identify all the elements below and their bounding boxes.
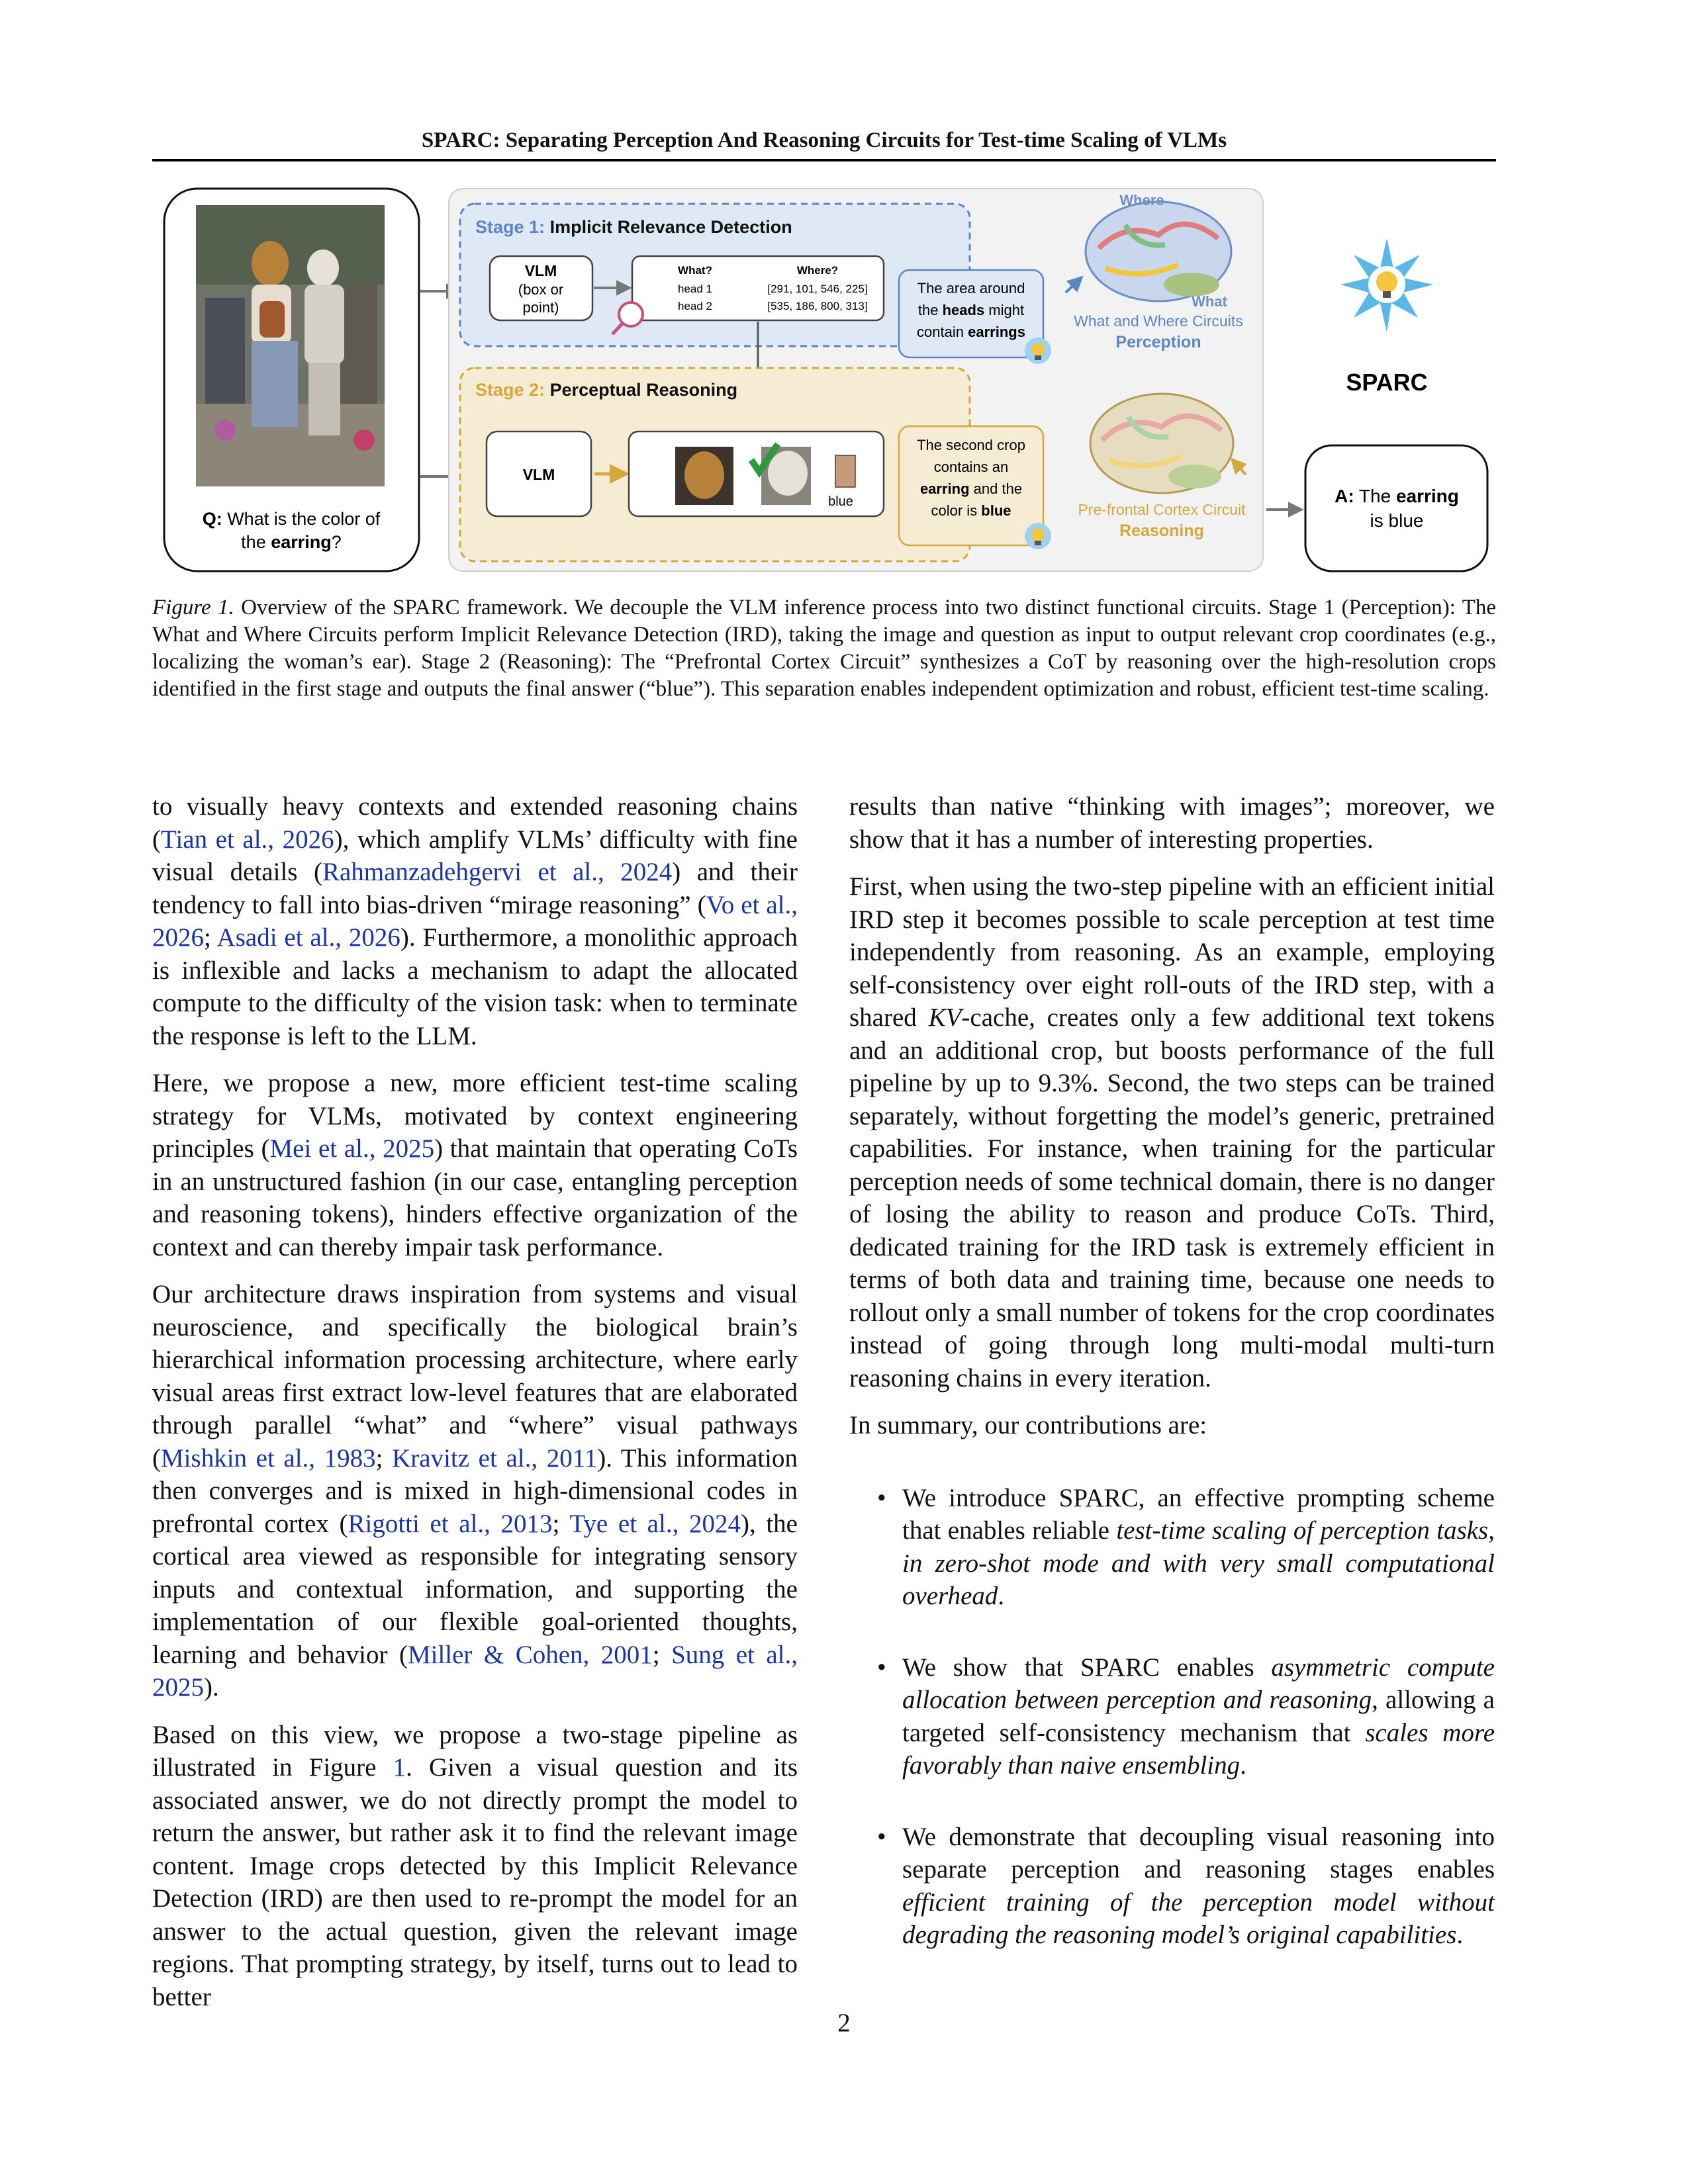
math-kv: KV bbox=[928, 1003, 962, 1032]
question-line-1: Q: What is the color of bbox=[202, 509, 381, 529]
table-header-what: What? bbox=[678, 264, 712, 277]
contributions-list bbox=[849, 1482, 1495, 1952]
figure-caption bbox=[152, 594, 1496, 703]
left-column bbox=[152, 790, 798, 2028]
vlm2-label: VLM bbox=[522, 466, 555, 483]
thought1-line3: contain earrings bbox=[917, 324, 1025, 340]
header-rule bbox=[152, 159, 1496, 161]
citation-link[interactable]: Asadi et al., 2026 bbox=[216, 923, 400, 952]
brain-perception-icon bbox=[1086, 202, 1231, 301]
vlm1-sub2: point) bbox=[522, 299, 559, 316]
answer-line1: A: The earring bbox=[1335, 486, 1459, 506]
citation-link[interactable]: Rahmanzadehgervi et al., 2024 bbox=[322, 858, 673, 886]
thought1-line2: the heads might bbox=[917, 302, 1025, 318]
question-line-2: the earring? bbox=[241, 532, 342, 552]
figure-ref-link[interactable]: 1 bbox=[393, 1753, 406, 1782]
citation-link[interactable]: Kravitz et al., 2011 bbox=[392, 1443, 598, 1473]
paragraph: results than native “thinking with images”; moreover, we show that it has a number of interesting properties. bbox=[849, 792, 1495, 854]
paragraph: Based on this view, we propose a two-stage pipeline as illustrated in Figure 1. Given a visual question and its associated answer, we do not directly prompt the model to return the answer, but rather ask it to find the relevant image content. Image crops detected by this Implicit Relevance Detection (IRD) are then used to re-prompt the model for an answer to the actual question, given the relevant image regions. That prompting strategy, by itself, turns out to lead to better bbox=[152, 1720, 798, 2011]
photo-street-scene bbox=[196, 205, 385, 486]
table-row-coords: [535, 186, 800, 313] bbox=[767, 300, 868, 312]
figure-1 bbox=[152, 185, 1496, 582]
crop-label: blue bbox=[828, 494, 853, 509]
caption-text: Overview of the SPARC framework. We decouple the VLM inference process into two distinct functional circuits. Stage 1 (Perception): The What and Where Circuits perform Implicit Relevance Detection (IRD), taking the image and question as input to output relevant crop coordinates (e.g., localizing the woman’s ear). Stage 2 (Reasoning): The “Prefrontal Cortex Circuit” synthesizes a CoT by reasoning over the high-resolution crops identified in the first stage and outputs the final answer (“blue”). This separation enables independent optimization and robust, efficient test-time scaling. bbox=[152, 596, 1497, 701]
citation-link[interactable]: Vo et al., 2026 bbox=[152, 890, 798, 952]
citation-link[interactable]: Mei et al., 2025 bbox=[269, 1134, 435, 1163]
vlm1-sub1: (box or bbox=[518, 281, 564, 298]
paragraph: Our architecture draws inspiration from systems and visual neuroscience, and specifically the biological brain’s hierarchical information processing architecture, where early visual areas first extract low-level features that are elaborated through parallel “what” and “where” visual pathways (Mishkin et al., 1983; Kravitz et al., 2011). This information then converges and is mixed in high-dimensional codes in prefrontal cortex (Rigotti et al., 2013; Tye et al., 2024), the cortical area viewed as responsible for integrating sensory inputs and contextual information, and supporting the implementation of our flexible goal-oriented thoughts, learning and behavior (Miller & Cohen, 2001; Sung et al., 2025). bbox=[152, 1280, 798, 1702]
citation-link[interactable]: Tye et al., 2024 bbox=[569, 1509, 741, 1538]
answer-box bbox=[1305, 445, 1487, 571]
table-row-head: head 2 bbox=[678, 300, 712, 312]
lightbulb-icon bbox=[1025, 523, 1051, 549]
stage1-title: Stage 1: Implicit Relevance Detection bbox=[475, 217, 792, 237]
paragraph: In summary, our contributions are: bbox=[849, 1411, 1207, 1439]
right-column bbox=[849, 790, 1495, 1990]
list-item: • We show that SPARC enables asymmetric compute allocation between perception and reasoning, allowing a targeted self-consistency mechanism that scales more favorably than naive ensembling. bbox=[877, 1653, 1495, 1780]
citation-link[interactable]: Miller & Cohen, 2001 bbox=[407, 1640, 653, 1669]
paragraph: First, when using the two-step pipeline with an efficient initial IRD step it becomes possible to scale perception at test time independently from reasoning. As an example, employing self-consistency over eight roll-outs of the IRD step, with a shared KV-cache, creates only a few additional text tokens and an additional crop, but boosts performance of the full pipeline by up to 9.3%. Second, the two steps can be trained separately, without forgetting the model’s generic, pretrained capabilities. For instance, when training for the particular perception needs of some technical domain, there is no danger of losing the ability to reason and produce CoTs. Third, dedicated training for the IRD task is extremely efficient in terms of both data and training time, because one needs to rollout only a small number of tokens for the crop coordinates instead of going through long multi-modal multi-turn reasoning chains in every iteration. bbox=[849, 872, 1495, 1392]
page-number: 2 bbox=[837, 2009, 851, 2037]
running-title: SPARC: Separating Perception And Reasoning Circuits for Test-time Scaling of VLMs bbox=[421, 128, 1227, 152]
what-label: What bbox=[1192, 293, 1227, 310]
stage2-title: Stage 2: Perceptual Reasoning bbox=[475, 380, 738, 400]
figure-diagram bbox=[152, 185, 1496, 582]
sparc-logo-icon bbox=[1340, 238, 1433, 332]
where-label: Where bbox=[1119, 192, 1164, 208]
table-row-head: head 1 bbox=[678, 283, 712, 295]
sparc-label: SPARC bbox=[1346, 369, 1428, 396]
lightbulb-icon bbox=[1025, 338, 1051, 364]
perception-line1: What and Where Circuits bbox=[1074, 312, 1243, 330]
thought2-line3: earring and the bbox=[919, 480, 1023, 497]
crop-image-1 bbox=[675, 447, 733, 505]
citation-link[interactable]: Sung et al., 2025 bbox=[152, 1640, 798, 1702]
perception-line2: Perception bbox=[1115, 333, 1201, 351]
caption-label: Figure 1. bbox=[152, 596, 234, 619]
list-item: • We demonstrate that decoupling visual reasoning into separate perception and reasoning stages enables efficient training of the perception model without degrading the reasoning model’s original capabilities. bbox=[877, 1822, 1495, 1949]
citation-link[interactable]: Rigotti et al., 2013 bbox=[348, 1509, 553, 1538]
crop-image-3 bbox=[835, 455, 855, 487]
thought2-line2: contains an bbox=[933, 459, 1009, 475]
thought1-line1: The area around bbox=[917, 280, 1025, 296]
paragraph: Here, we propose a new, more efficient test-time scaling strategy for VLMs, motivated by context engineering principles (Mei et al., 2025) that maintain that operating CoTs in an unstructured fashion (in our case, entangling perception and reasoning tokens), hinders effective organization of the context and can thereby impair task performance. bbox=[152, 1069, 798, 1261]
table-header-where: Where? bbox=[796, 264, 839, 277]
brain-reasoning-icon bbox=[1090, 394, 1233, 493]
citation-link[interactable]: Tian et al., 2026 bbox=[161, 825, 334, 854]
citation-link[interactable]: Mishkin et al., 1983 bbox=[161, 1443, 376, 1473]
answer-line2: is blue bbox=[1370, 510, 1424, 531]
reasoning-line1: Pre-frontal Cortex Circuit bbox=[1078, 501, 1246, 518]
table-row-coords: [291, 101, 546, 225] bbox=[767, 283, 868, 295]
paragraph: to visually heavy contexts and extended reasoning chains (Tian et al., 2026), which amplify VLMs’ difficulty with fine visual details (Rahmanzadehgervi et al., 2024) and their tendency to fall into bias-driven “mirage reasoning” (Vo et al., 2026; Asadi et al., 2026). Furthermore, a monolithic approach is inflexible and lacks a mechanism to adapt the allocated compute to the difficulty of the vision task: when to terminate the response is left to the LLM. bbox=[152, 792, 798, 1050]
reasoning-line2: Reasoning bbox=[1119, 522, 1204, 540]
thought2-line4: color is blue bbox=[931, 502, 1011, 519]
vlm1-label: VLM bbox=[524, 262, 557, 279]
thought2-line1: The second crop bbox=[917, 437, 1025, 453]
list-item: • We introduce SPARC, an effective prompting scheme that enables reliable test-time scaling of perception tasks, in zero-shot mode and with very small computational overhead. bbox=[877, 1483, 1495, 1610]
